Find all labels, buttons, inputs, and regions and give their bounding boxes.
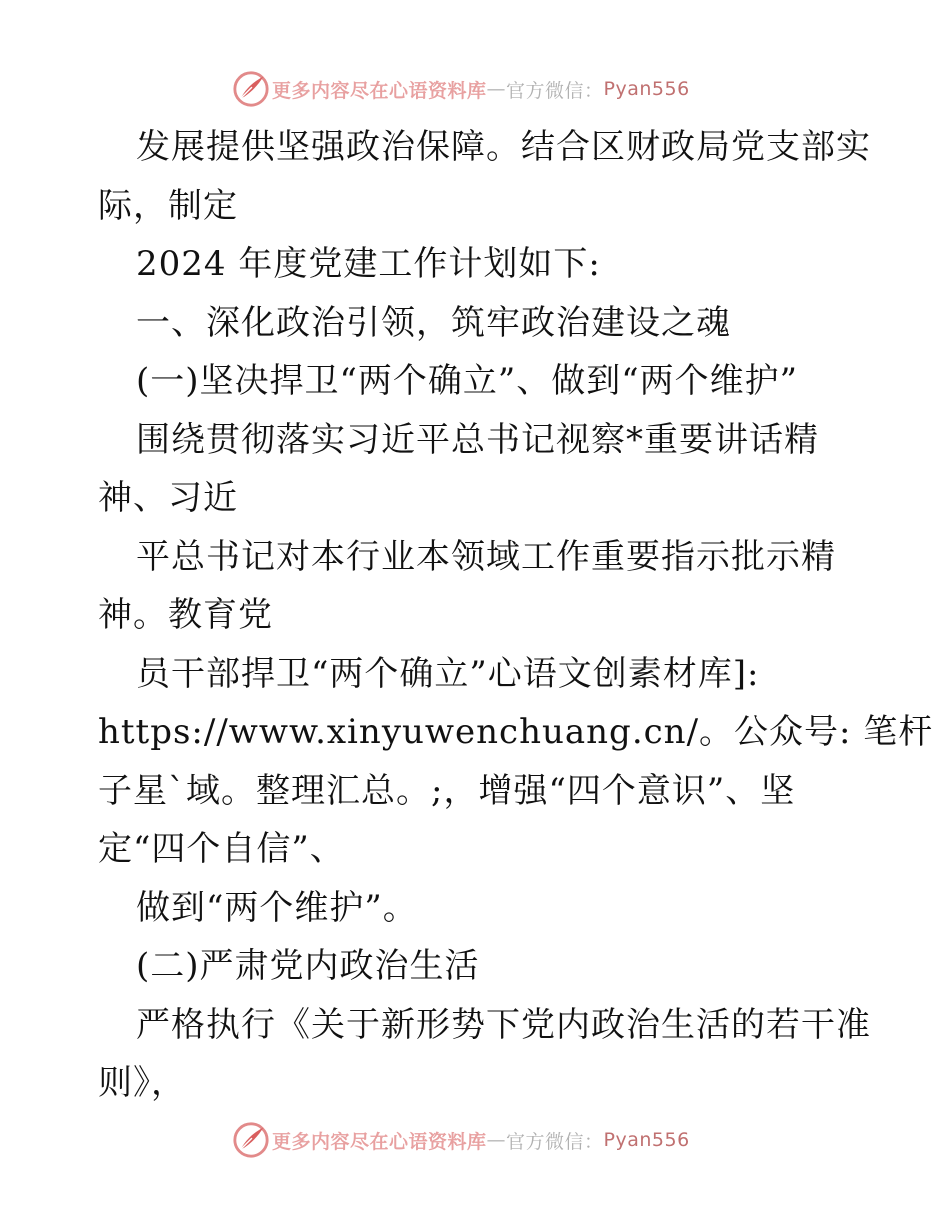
watermark-account: Pyan556 [603, 1129, 690, 1151]
footer-watermark [232, 1121, 690, 1159]
paragraph-line: 定“四个自信”、 [98, 829, 345, 869]
subsection-heading: (二)严肃党内政治生活 [136, 946, 480, 986]
paragraph-line: 则》， [98, 1063, 186, 1103]
paragraph-line: 做到“两个维护”。 [136, 887, 418, 928]
watermark-slogan: 更多内容尽在心语资料库 [272, 1130, 487, 1153]
watermark-dash: — [486, 1129, 507, 1151]
watermark-label: 官方微信： [506, 79, 604, 102]
header-watermark [232, 70, 690, 108]
paragraph-line: 围绕贯彻落实习近平总书记视察*重要讲话精 [136, 419, 819, 460]
watermark-slogan: 更多内容尽在心语资料库 [272, 79, 487, 102]
paragraph-line: 神、习近 [98, 478, 238, 518]
paragraph-line: 员干部捍卫“两个确立”心语文创素材库]: [136, 653, 760, 694]
paragraph-line: 际，制定 [98, 185, 238, 226]
subsection-heading: (一)坚决捍卫“两个确立”、做到“两个维护” [136, 361, 799, 401]
quill-logo-icon [232, 1121, 270, 1159]
watermark-account: Pyan556 [603, 78, 690, 100]
paragraph-line: 平总书记对本行业本领域工作重要指示批示精 [136, 536, 836, 577]
paragraph-line: https://www.xinyuwenchuang.cn/。公众号: 笔杆 [98, 712, 934, 752]
section-heading: 一、深化政治引领，筑牢政治建设之魂 [136, 302, 731, 343]
watermark-label: 官方微信： [506, 1130, 604, 1153]
paragraph-line: 严格执行《关于新形势下党内政治生活的若干准 [136, 1004, 871, 1045]
paragraph-line: 发展提供坚强政治保障。结合区财政局党支部实 [136, 127, 871, 167]
paragraph-line: 子星`域。整理汇总。;，增强“四个意识”、坚 [98, 770, 796, 811]
quill-logo-icon [232, 70, 270, 108]
watermark-dash: — [486, 78, 507, 100]
paragraph-line: 2024 年度党建工作计划如下: [136, 244, 601, 284]
paragraph-line: 神。教育党 [98, 595, 273, 635]
document-body [98, 118, 934, 1113]
